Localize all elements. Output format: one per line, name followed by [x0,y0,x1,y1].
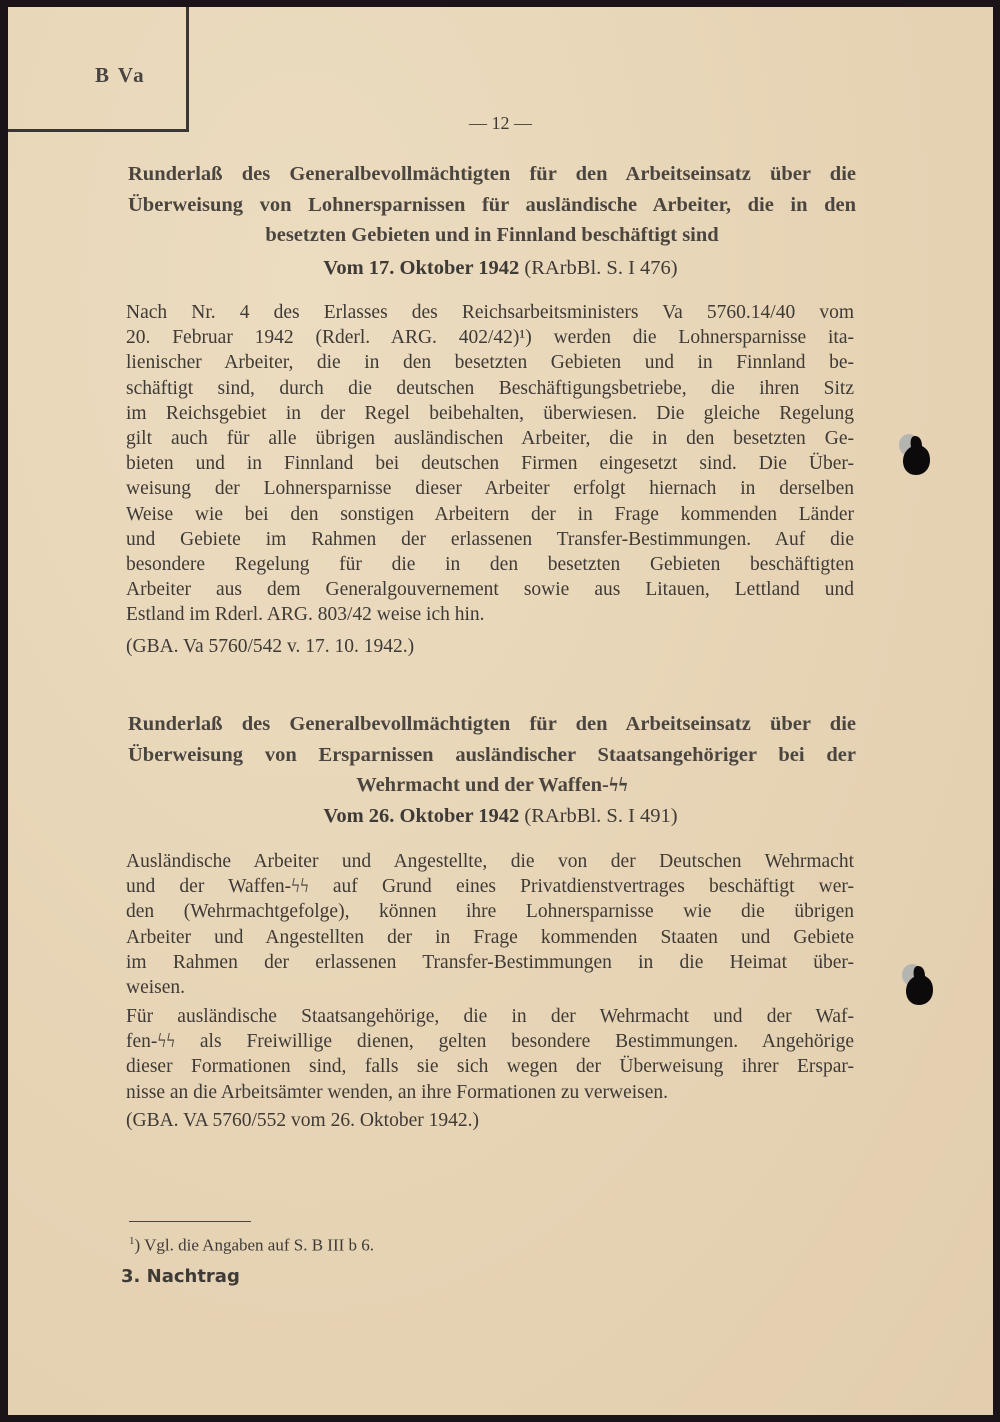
heading-line: Überweisung von Ersparnissen ausländischer Staatsangehöriger bei der [128,743,856,766]
body-line: schäftigt sind, durch die deutschen Beschäftigungsbetriebe, die ihren Sitz [126,377,854,399]
footnote [129,1235,374,1256]
heading-line: Runderlaß des Generalbevollmächtigten für den Arbeitseinsatz über die [128,163,856,185]
heading-line: Wehrmacht und der Waffen-ϟϟ [356,774,628,796]
punch-hole-icon [898,432,932,476]
section-tab-label: B Va [95,63,146,87]
section1-dateline [8,257,993,280]
heading-line: Runderlaß des Generalbevollmächtigten für den Arbeitseinsatz über die [128,713,856,735]
body-line: gilt auch für alle übrigen ausländischen Arbeiter, die in den besetzten Ge- [126,428,854,450]
punch-hole-icon [901,962,935,1006]
supplement-label: 3. Nachtrag [121,1266,240,1287]
body-line: bieten und in Finnland bei deutschen Firmen eingesetzt sind. Die Über- [126,453,854,475]
body-line: nisse an die Arbeitsämter wenden, an ihre Formationen zu verweisen. [126,1081,669,1103]
document-page [8,7,993,1415]
section2-date-ref: (RArbBl. S. I 491) [524,805,678,827]
section2-dateline [8,805,993,828]
body-line: und der Waffen-ϟϟ auf Grund eines Privatdienstvertrages beschäftigt wer- [126,876,854,898]
body-line: fen-ϟϟ als Freiwillige dienen, gelten besondere Bestimmungen. Angehörige [126,1031,854,1053]
body-line: weisen. [126,977,186,999]
body-line: Arbeiter aus dem Generalgouvernement sowie aus Litauen, Lettland und [126,579,854,601]
section1-reference: (GBA. Va 5760/542 v. 17. 10. 1942.) [126,636,415,657]
body-line: Arbeiter und Angestellten der in Frage kommenden Staaten und Gebiete [126,926,854,948]
body-line: dieser Formationen sind, falls sie sich wegen der Überweisung ihrer Erspar- [126,1056,854,1078]
footnote-marker: 1 [129,1235,135,1247]
body-line: besondere Regelung für die in den besetzten Gebieten beschäftigten [126,554,854,576]
section1-heading [128,159,856,251]
section2-reference: (GBA. VA 5760/552 vom 26. Oktober 1942.) [126,1110,479,1131]
body-line: Weise wie bei den sonstigen Arbeitern der in Frage kommenden Länder [126,503,854,525]
body-line: den (Wehrmachtgefolge), können ihre Lohnersparnisse wie die übrigen [126,901,854,923]
body-line: im Rahmen der erlassenen Transfer-Bestimmungen in die Heimat über- [126,951,854,973]
body-line: weisung der Lohnersparnisse dieser Arbeiter erfolgt hiernach in derselben [126,478,854,500]
heading-line: Überweisung von Lohnersparnissen für ausländische Arbeiter, die in den [128,193,856,216]
body-line: im Reichsgebiet in der Regel beibehalten, überwiesen. Die gleiche Regelung [126,402,854,424]
section2-heading [128,709,856,801]
body-line: 20. Februar 1942 (Rderl. ARG. 402/42)¹) werden die Lohnersparnisse ita- [126,327,854,349]
section2-body-paragraph-2 [126,1004,854,1105]
heading-line: besetzten Gebieten und in Finnland beschäftigt sind [265,224,719,246]
footnote-rule [129,1221,251,1222]
body-line: Ausländische Arbeiter und Angestellte, die von der Deutschen Wehrmacht [126,851,854,872]
section1-body [126,300,854,628]
section2-date: Vom 26. Oktober 1942 [323,805,520,827]
body-line: Estland im Rderl. ARG. 803/42 weise ich hin. [126,604,485,626]
section1-date: Vom 17. Oktober 1942 [323,257,520,279]
body-line: Nach Nr. 4 des Erlasses des Reichsarbeitsministers Va 5760.14/40 vom [126,302,854,323]
section2-body-paragraph-1 [126,849,854,1000]
body-line: lienischer Arbeiter, die in den besetzten Gebieten und in Finnland be- [126,352,854,374]
page-number: — 12 — [469,113,532,133]
section1-date-ref: (RArbBl. S. I 476) [524,257,678,279]
body-line: Für ausländische Staatsangehörige, die in der Wehrmacht und der Waf- [126,1006,854,1027]
footnote-text: ) Vgl. die Angaben auf S. B III b 6. [134,1235,375,1255]
body-line: und Gebiete im Rahmen der erlassenen Transfer-Bestimmungen. Auf die [126,528,854,550]
